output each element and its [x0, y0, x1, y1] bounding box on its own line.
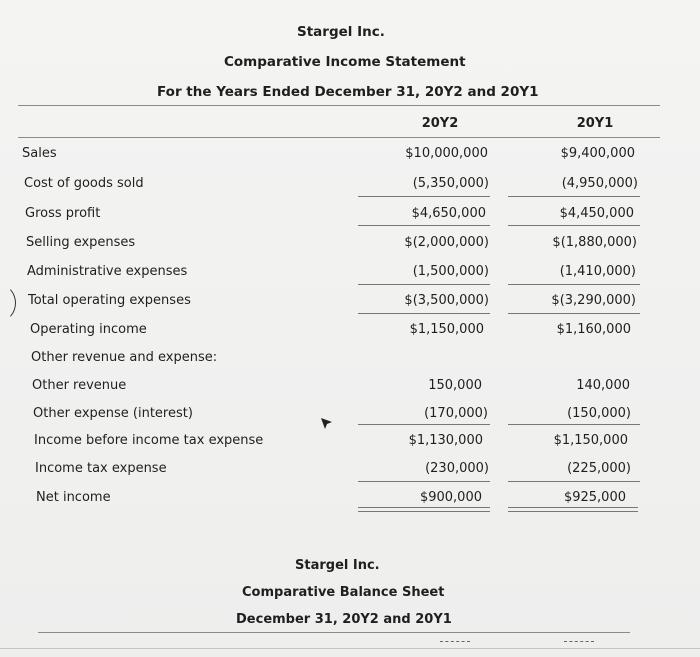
value-20y1-other-revenue: 140,000: [576, 378, 630, 393]
underline-20y2-admin: [358, 284, 490, 285]
double-underline-20y2-net-income: [358, 507, 490, 512]
row-label-other-expense: Other expense (interest): [33, 406, 193, 421]
double-underline-20y1-net-income: [508, 507, 638, 512]
underline-20y1-gross-profit: [508, 225, 640, 226]
statement-title: Comparative Income Statement: [224, 54, 466, 70]
row-label-sales: Sales: [22, 146, 57, 161]
header-top-rule: [18, 105, 660, 106]
underline-20y1-other-expense: [508, 424, 640, 425]
value-20y2-total-operating-expenses: $(3,500,000): [404, 293, 489, 308]
value-20y1-income-tax: (225,000): [567, 461, 631, 476]
underline-20y2-gross-profit: [358, 225, 490, 226]
row-label-selling-expenses: Selling expenses: [26, 235, 136, 250]
row-label-net-income: Net income: [36, 490, 111, 505]
value-20y2-gross-profit: $4,650,000: [411, 206, 486, 221]
balance-company-title: Stargel Inc.: [295, 558, 380, 573]
value-20y1-operating-income: $1,160,000: [556, 322, 631, 337]
row-label-income-before-tax: Income before income tax expense: [34, 433, 264, 448]
row-label-income-tax: Income tax expense: [35, 461, 167, 476]
value-20y1-selling-expenses: $(1,880,000): [552, 235, 637, 250]
balance-date-title: December 31, 20Y2 and 20Y1: [236, 612, 452, 627]
value-20y2-net-income: $900,000: [419, 490, 482, 505]
balance-column-dash-1: [440, 641, 470, 643]
balance-column-dash-2: [564, 641, 594, 643]
underline-20y2-cogs: [358, 196, 490, 197]
header-bottom-rule: [18, 137, 660, 138]
value-20y1-gross-profit: $4,450,000: [559, 206, 634, 221]
value-20y2-other-expense: (170,000): [424, 406, 488, 421]
row-label-other-revenue: Other revenue: [32, 378, 127, 393]
value-20y1-sales: $9,400,000: [560, 146, 635, 161]
underline-20y2-total-opex: [358, 313, 490, 314]
underline-20y1-income-tax: [508, 481, 640, 482]
underline-20y1-admin: [508, 284, 640, 285]
underline-20y1-cogs: [508, 196, 640, 197]
row-label-gross-profit: Gross profit: [25, 206, 101, 221]
balance-statement-title: Comparative Balance Sheet: [242, 585, 445, 600]
value-20y2-admin-expenses: (1,500,000): [412, 264, 489, 279]
value-20y2-selling-expenses: $(2,000,000): [404, 235, 489, 250]
balance-bottom-rule: [0, 648, 700, 649]
value-20y1-cogs: (4,950,000): [561, 176, 638, 191]
company-title: Stargel Inc.: [297, 24, 385, 40]
value-20y1-net-income: $925,000: [563, 490, 626, 505]
period-title: For the Years Ended December 31, 20Y2 and 20Y1: [157, 84, 539, 100]
value-20y2-operating-income: $1,150,000: [409, 322, 484, 337]
page-edge-bracket: [0, 284, 16, 322]
value-20y1-other-expense: (150,000): [567, 406, 631, 421]
value-20y2-income-tax: (230,000): [425, 461, 489, 476]
underline-20y1-total-opex: [508, 313, 640, 314]
column-header-20y1: 20Y1: [576, 116, 614, 131]
row-label-cogs: Cost of goods sold: [24, 176, 144, 191]
value-20y2-other-revenue: 150,000: [428, 378, 482, 393]
row-label-other-revenue-expense: Other revenue and expense:: [31, 350, 218, 365]
mouse-cursor-icon: [320, 417, 334, 431]
value-20y2-income-before-tax: $1,130,000: [408, 433, 483, 448]
row-label-operating-income: Operating income: [30, 322, 147, 337]
underline-20y2-other-expense: [358, 424, 490, 425]
column-header-20y2: 20Y2: [421, 116, 459, 131]
balance-header-rule: [38, 632, 630, 633]
underline-20y2-income-tax: [358, 481, 490, 482]
row-label-admin-expenses: Administrative expenses: [27, 264, 188, 279]
value-20y2-sales: $10,000,000: [405, 146, 488, 161]
row-label-total-operating-expenses: Total operating expenses: [28, 293, 191, 308]
value-20y1-income-before-tax: $1,150,000: [553, 433, 628, 448]
value-20y1-total-operating-expenses: $(3,290,000): [551, 293, 636, 308]
value-20y1-admin-expenses: (1,410,000): [559, 264, 636, 279]
value-20y2-cogs: (5,350,000): [412, 176, 489, 191]
